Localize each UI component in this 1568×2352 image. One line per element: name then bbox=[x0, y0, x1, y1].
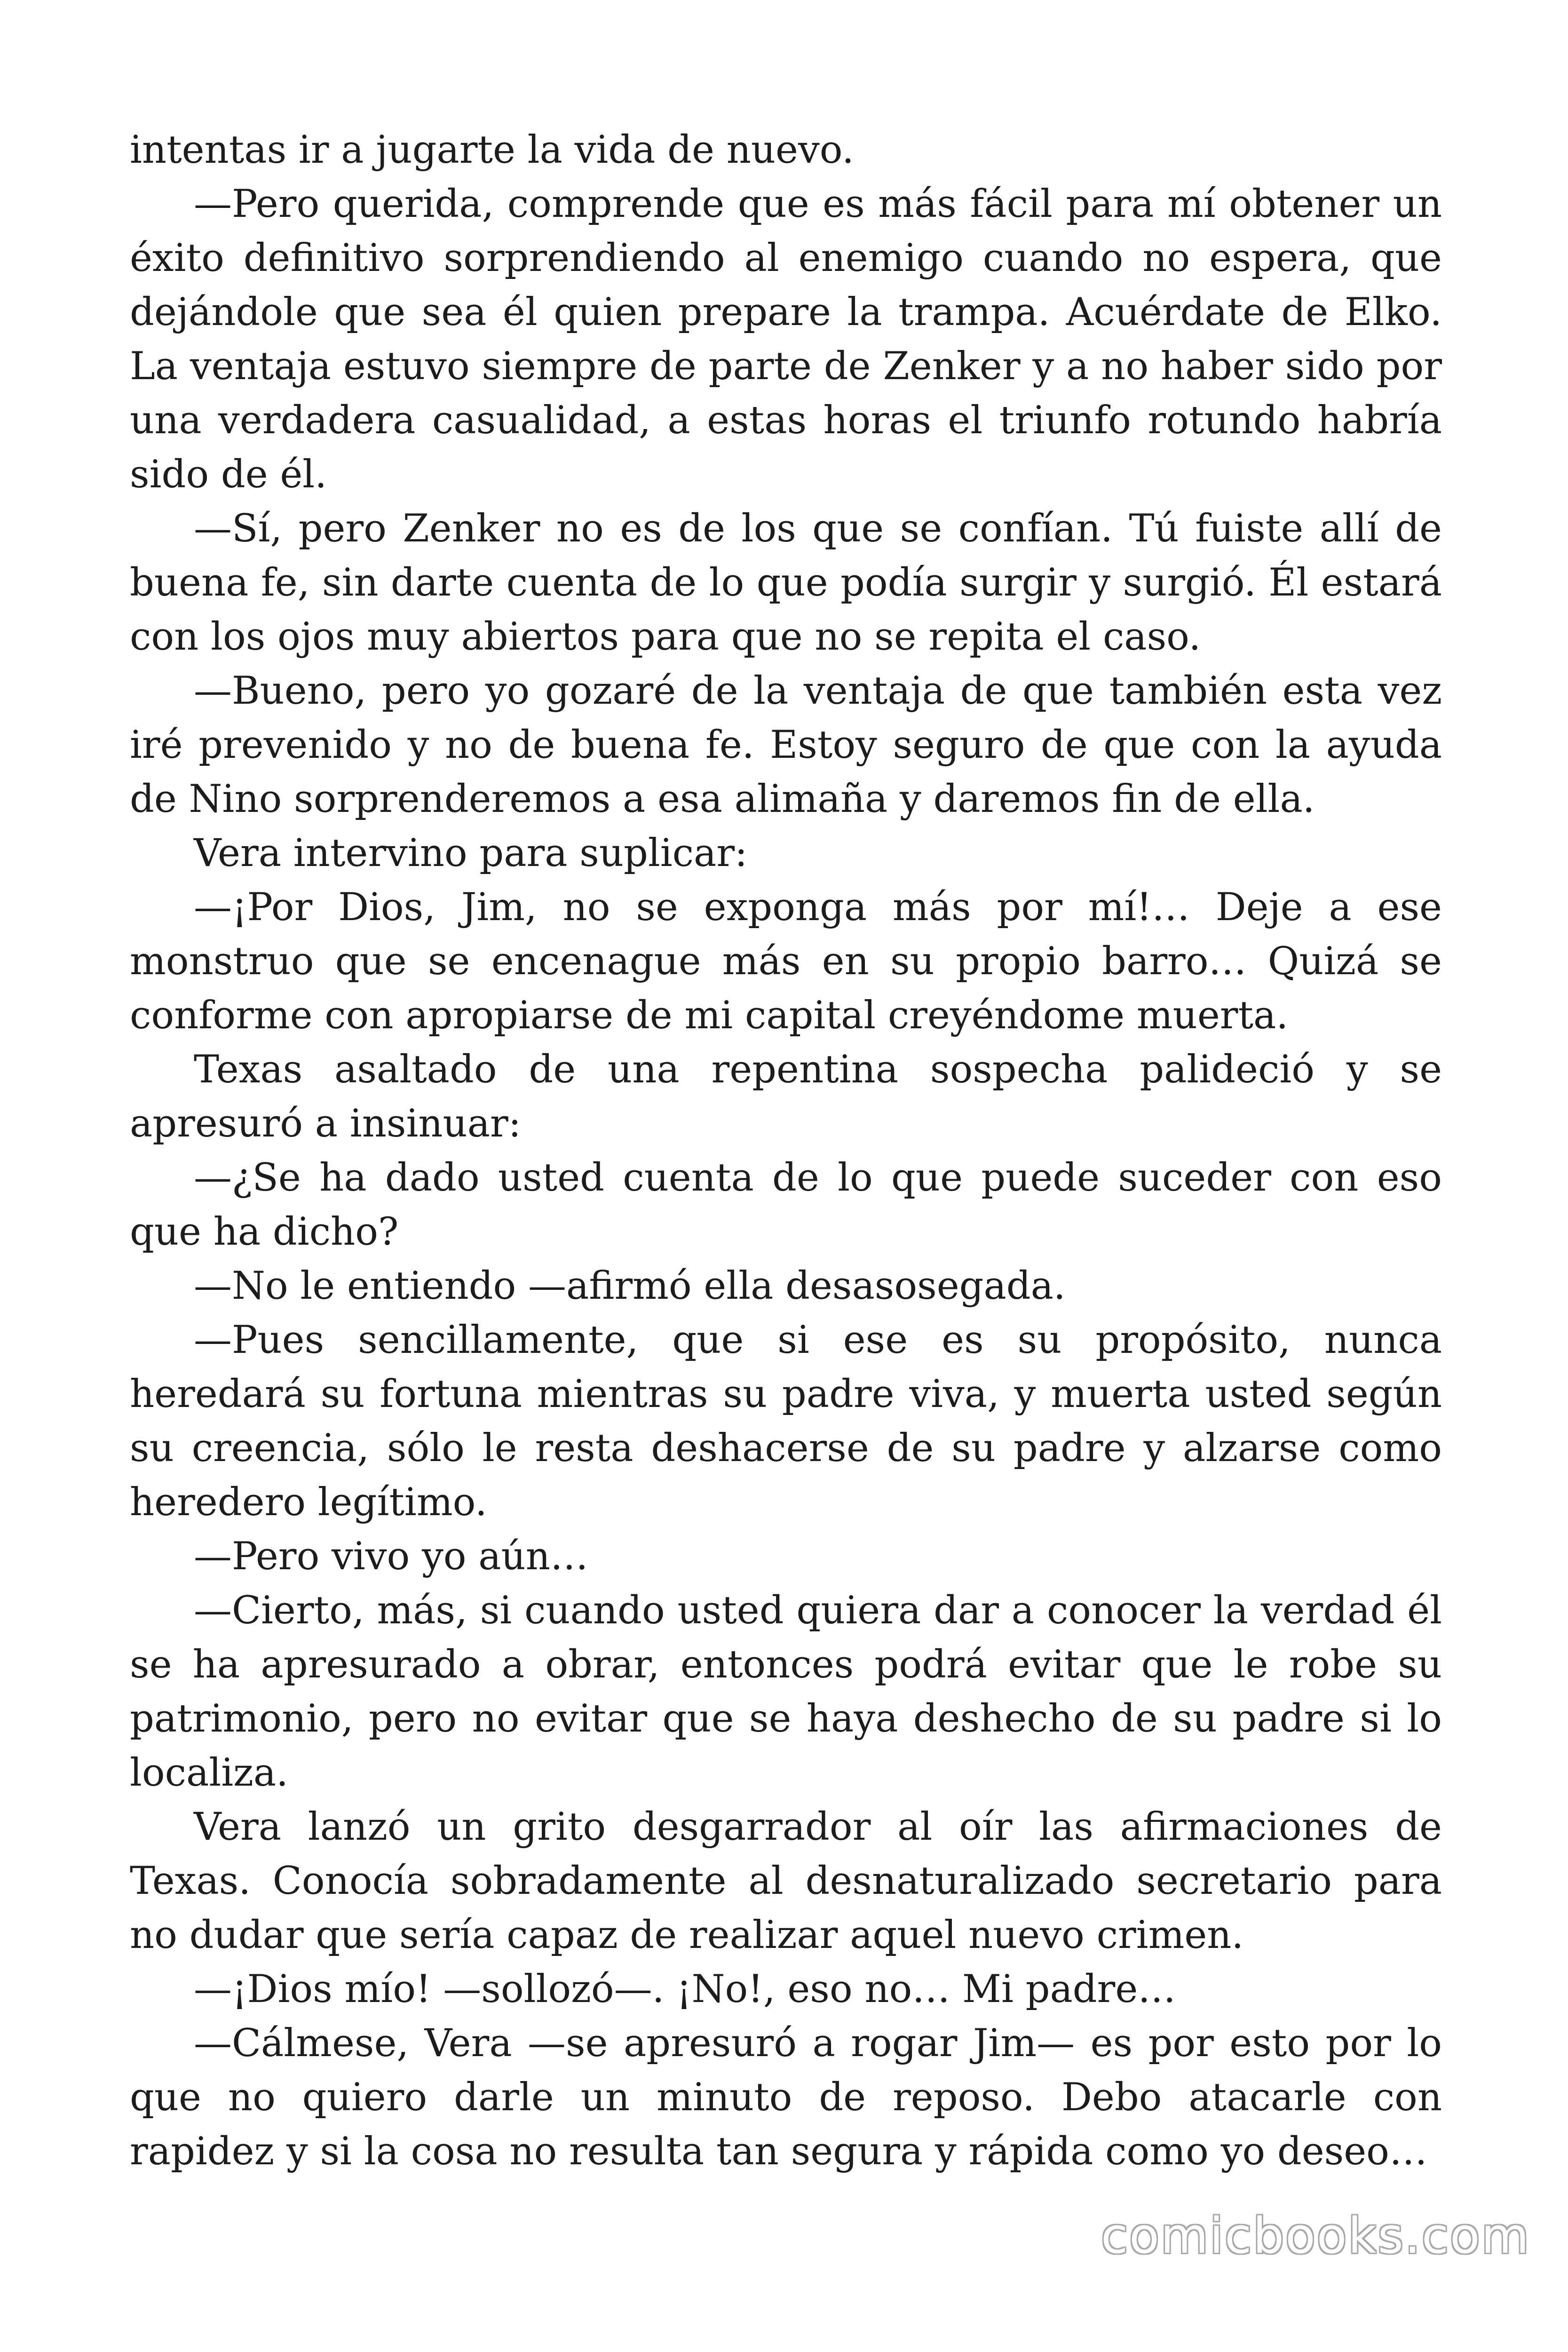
paragraph: —No le entiendo —afirmó ella desasosegada. bbox=[194, 1264, 1066, 1308]
paragraph: —Cierto, más, si cuando usted quiera dar a conocer la verdad él se ha apresurado a obrar, entonces podrá evitar que le robe su patrimonio, pero no evitar que se haya deshecho de su padre si lo localiza. bbox=[130, 1589, 1442, 1795]
paragraph: —Cálmese, Vera —se apresuró a rogar Jim— es por esto por lo que no quiero darle un minuto de reposo. Debo atacarle con rapidez y si la cosa no resulta tan segura y rápida como yo deseo… bbox=[130, 2021, 1442, 2174]
page-body bbox=[130, 123, 1442, 2179]
paragraph: —Bueno, pero yo gozaré de la ventaja de que también esta vez iré prevenido y no de buena fe. Estoy seguro de que con la ayuda de Nino sorprenderemos a esa alimaña y daremos fin de ella. bbox=[130, 669, 1442, 821]
paragraph: —Sí, pero Zenker no es de los que se confían. Tú fuiste allí de buena fe, sin darte cuenta de lo que podía surgir y surgió. Él estará con los ojos muy abiertos para que no se repita el caso. bbox=[130, 507, 1442, 659]
paragraph: Texas asaltado de una repentina sospecha palideció y se apresuró a insinuar: bbox=[130, 1048, 1442, 1146]
paragraph: —Pero vivo yo aún… bbox=[194, 1534, 588, 1579]
paragraph: —¿Se ha dado usted cuenta de lo que puede suceder con eso que ha dicho? bbox=[130, 1156, 1442, 1254]
paragraph: —Pero querida, comprende que es más fácil para mí obtener un éxito definitivo sorprendiendo al enemigo cuando no espera, que dejándole que sea él quien prepare la trampa. Acuérdate de Elko. La ventaja estuvo siempre de parte de Zenker y a no haber sido por una verdadera casualidad, a estas horas el triunfo rotundo habría sido de él. bbox=[130, 182, 1442, 497]
watermark: comicbooks.com bbox=[1101, 2207, 1530, 2265]
paragraph: Vera intervino para suplicar: bbox=[194, 831, 748, 875]
paragraph: —Pues sencillamente, que si ese es su propósito, nunca heredará su fortuna mientras su padre viva, y muerta usted según su creencia, sólo le resta deshacerse de su padre y alzarse como heredero legítimo. bbox=[130, 1318, 1442, 1525]
paragraph: —¡Por Dios, Jim, no se exponga más por mí!… Deje a ese monstruo que se encenague más en su propio barro… Quizá se conforme con apropiarse de mi capital creyéndome muerta. bbox=[130, 885, 1442, 1038]
paragraph: intentas ir a jugarte la vida de nuevo. bbox=[130, 128, 854, 172]
paragraph: —¡Dios mío! —sollozó—. ¡No!, eso no… Mi padre… bbox=[194, 1967, 1176, 2011]
paragraph: Vera lanzó un grito desgarrador al oír las afirmaciones de Texas. Conocía sobradamente al desnaturalizado secretario para no dudar que sería capaz de realizar aquel nuevo crimen. bbox=[130, 1805, 1442, 1957]
